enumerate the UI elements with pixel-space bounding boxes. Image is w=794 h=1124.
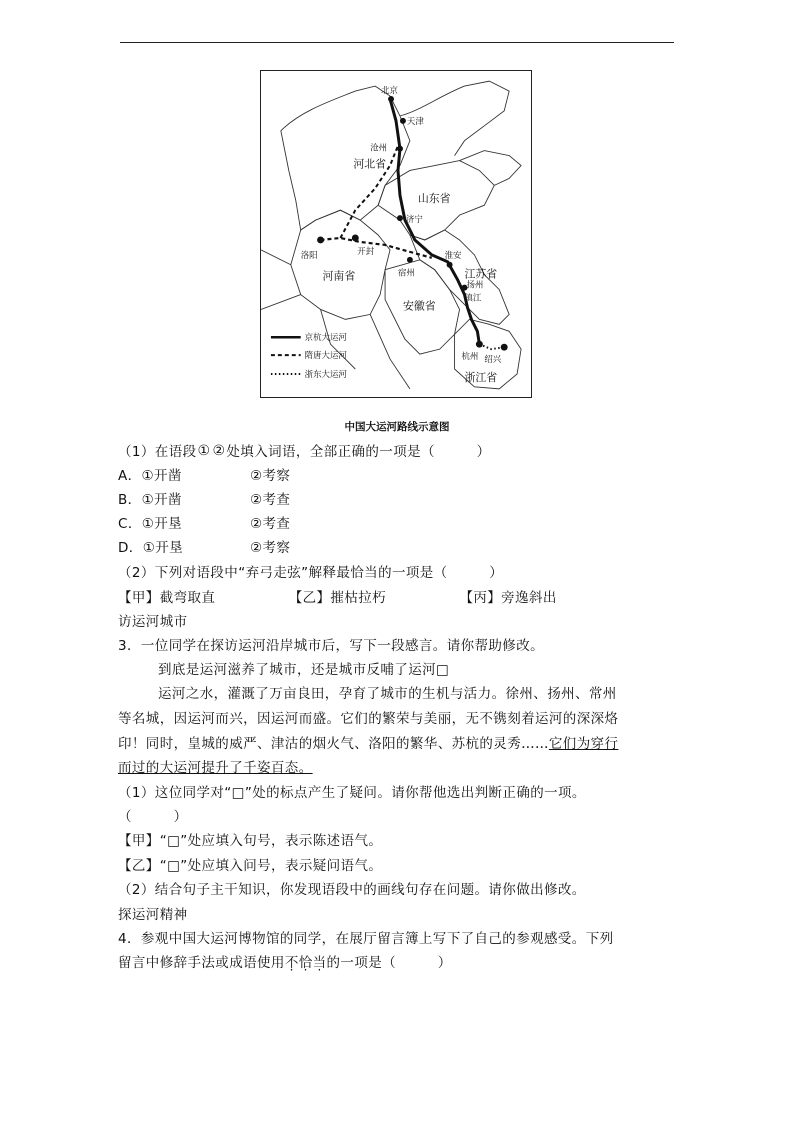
q1-stem: （1）在语段① ②处填入词语，全部正确的一项是（ ） (118, 443, 491, 460)
section-title-1: 访运河城市 (118, 614, 188, 630)
underlined-sentence-a: 它们为穿行 (548, 736, 619, 752)
luoyang-label: 洛阳 (300, 249, 318, 260)
shandong-peninsula (460, 151, 522, 186)
shandong-label: 山东省 (417, 192, 451, 206)
q3-passage-line-4: 印！同时，皇城的威严、津沽的烟火气、洛阳的繁华、苏杭的灵秀……它们为穿行 (118, 736, 619, 752)
huaian-dot (447, 262, 453, 268)
q3-passage-line-5: 而过的大运河提升了千姿百态。 (118, 760, 313, 776)
q3-passage-line-3: 等名城，因运河而兴，因运河而盛。它们的繁荣与美丽，无不镌刻着运河的深深烙 (118, 711, 619, 727)
beijing-dot (388, 96, 394, 102)
legend-zhedong: 浙东大运河 (304, 368, 347, 379)
zhejiang-label: 浙江省 (464, 370, 498, 384)
kaifeng-dot (352, 234, 359, 241)
q2-options (118, 588, 557, 608)
hangzhou-dot (476, 341, 483, 348)
section-title-2: 探运河精神 (118, 907, 188, 923)
q2-option-yi: 【乙】摧枯拉朽 (288, 590, 387, 606)
mark-2: ② (212, 443, 226, 459)
q2-option-bing: 【丙】旁逸斜出 (459, 590, 557, 606)
q4-line-1: 4．参观中国大运河博物馆的同学，在展厅留言簿上写下了自己的参观感受。下列 (118, 931, 614, 947)
huaian-label: 淮安 (444, 249, 462, 260)
q3-sub1: （1）这位同学对“□”处的标点产生了疑问。请你帮他选出判断正确的一项。 (118, 785, 586, 801)
q1-option-c: C．①开垦 ②考查 (118, 516, 291, 532)
q2-option-jia: 【甲】截弯取直 (118, 590, 216, 606)
q3-stem: 3．一位同学在探访运河沿岸城市后，写下一段感言。请你帮助修改。 (118, 638, 544, 654)
jining-dot (397, 215, 403, 221)
tianjin-label: 天津 (406, 115, 424, 126)
yangzhou-label: 扬州 (466, 279, 484, 290)
q4-line-2: 留言中修辞手法或成语使用不恰当的一项是（ ） (118, 955, 452, 971)
q3-sub2: （2）结合句子主干知识，你发现语段中的画线句存在问题。请你做出修改。 (118, 882, 586, 898)
jining-label: 济宁 (405, 214, 423, 225)
cangzhou-dot (397, 146, 403, 152)
henan-outline (291, 210, 390, 319)
canal-map (260, 70, 532, 398)
emphasis-char-2: 恰 (298, 955, 313, 971)
top-rule (120, 42, 674, 43)
q1-option-d: D．①开垦 ②考察 (118, 540, 291, 556)
legend-jinghang: 京杭大运河 (304, 332, 347, 343)
zhedong-canal-line (479, 344, 504, 349)
legend-suitang: 隋唐大运河 (304, 350, 347, 361)
shaoxing-dot (501, 344, 508, 351)
mark-1: ① (197, 443, 211, 459)
luoyang-dot (317, 236, 324, 243)
tianjin-dot (400, 118, 406, 124)
q3-option-jia: 【甲】“□”处应填入句号，表示陈述语气。 (118, 833, 383, 849)
map-caption: 中国大运河路线示意图 (344, 421, 450, 433)
beijing-label: 北京 (381, 85, 398, 96)
suzhou-label: 宿州 (397, 267, 415, 278)
hangzhou-label: 杭州 (461, 351, 479, 362)
emphasis-char-1: 不 (284, 955, 299, 971)
kaifeng-label: 开封 (357, 245, 375, 256)
q1-option-b: B．①开凿 ②考查 (118, 492, 291, 508)
q3-option-yi: 【乙】“□”处应填入问号，表示疑问语气。 (118, 858, 383, 874)
jiangsu-label: 江苏省 (464, 267, 498, 281)
q3-answer-blank: （ ） (118, 809, 188, 825)
hebei-label: 河北省 (353, 157, 387, 171)
map-legend (271, 332, 347, 379)
q1-option-a: A．①开凿 ②考察 (118, 468, 291, 484)
emphasis-char-3: 当 (312, 955, 327, 971)
henan-label: 河南省 (322, 269, 356, 283)
q2-stem: （2）下列对语段中“弃弓走弦”解释最恰当的一项是（ ） (118, 565, 504, 581)
q3-passage-line-1: 到底是运河滋养了城市，还是城市反哺了运河□ (158, 662, 450, 678)
anhui-label: 安徽省 (402, 299, 436, 313)
cangzhou-label: 沧州 (370, 142, 388, 153)
suzhou-dot (407, 257, 413, 263)
q3-passage-line-2: 运河之水，灌溉了万亩良田，孕育了城市的生机与活力。徐州、扬州、常州 (158, 686, 617, 702)
zhenjiang-label: 镇江 (464, 292, 482, 303)
shaoxing-label: 绍兴 (484, 354, 502, 365)
hebei-outline (281, 86, 410, 230)
